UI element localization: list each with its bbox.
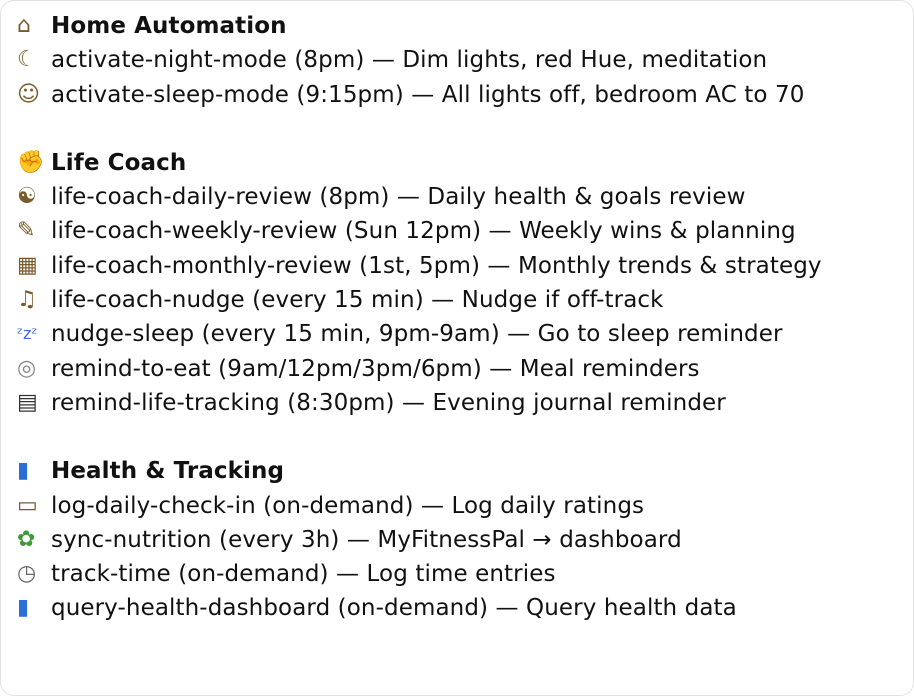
list-item [17,78,903,112]
house-icon: ⌂ [17,13,32,38]
section-heading [17,454,903,488]
bar-chart-icon: ▮ [17,458,30,484]
calendar-icon: ▦ [17,252,38,278]
section-life-coach [17,146,903,420]
list-item-text: life-coach-nudge (every 15 min) — Nudge if off-track [51,287,664,314]
list-item-text: life-coach-monthly-review (1st, 5pm) — Monthly trends & strategy [51,252,822,279]
list-item-text: remind-life-tracking (8:30pm) — Evening journal reminder [51,389,726,416]
list-item-text: activate-night-mode (8pm) — Dim lights, red Hue, meditation [51,47,768,74]
salad-icon: ✿ [17,526,36,552]
list-item [17,43,903,77]
list-item [17,591,903,625]
zzz-icon: ᶻzᶻ [17,324,38,344]
list-item-text: life-coach-daily-review (8pm) — Daily health & goals review [51,184,746,211]
memo-pencil-icon: ✎ [17,218,36,244]
list-item [17,386,903,420]
list-item [17,489,903,523]
notebook-icon: ▤ [17,389,38,415]
stopwatch-icon: ◷ [17,561,37,587]
list-item-text: sync-nutrition (every 3h) — MyFitnessPal → dashboard [51,526,682,553]
list-item-text: remind-to-eat (9am/12pm/3pm/6pm) — Meal reminders [51,355,700,382]
list-item [17,352,903,386]
clipboard-icon: ▭ [17,492,38,518]
section-title: Home Automation [51,13,287,39]
list-item-text: log-daily-check-in (on-demand) — Log daily ratings [51,492,645,519]
section-title: Life Coach [51,149,187,176]
list-item [17,180,903,214]
list-item-text: life-coach-weekly-review (Sun 12pm) — Weekly wins & planning [51,218,796,245]
section-title: Health & Tracking [51,458,285,485]
flexed-biceps-icon: ✊ [17,149,45,175]
list-item [17,317,903,351]
list-item [17,557,903,591]
list-item-text: track-time (on-demand) — Log time entries [51,561,556,588]
list-item [17,249,903,283]
section-heading [17,9,903,43]
list-item-text: activate-sleep-mode (9:15pm) — All lights off, bedroom AC to 70 [51,81,805,108]
bar-chart-icon: ▮ [17,595,30,621]
list-item [17,283,903,317]
section-home-automation [17,9,903,112]
section-heading [17,146,903,180]
list-item [17,214,903,248]
plate-cutlery-icon: ◎ [17,355,37,381]
list-item-text: query-health-dashboard (on-demand) — Query health data [51,595,737,622]
sleeping-face-icon: ☺ [17,81,41,107]
crescent-moon-icon: ☾ [17,47,37,73]
list-item [17,523,903,557]
meditation-person-icon: ☯ [17,184,37,210]
section-health-tracking [17,454,903,625]
list-item-text: nudge-sleep (every 15 min, 9pm-9am) — Go to sleep reminder [51,321,783,348]
bell-icon: ♫ [17,287,37,313]
